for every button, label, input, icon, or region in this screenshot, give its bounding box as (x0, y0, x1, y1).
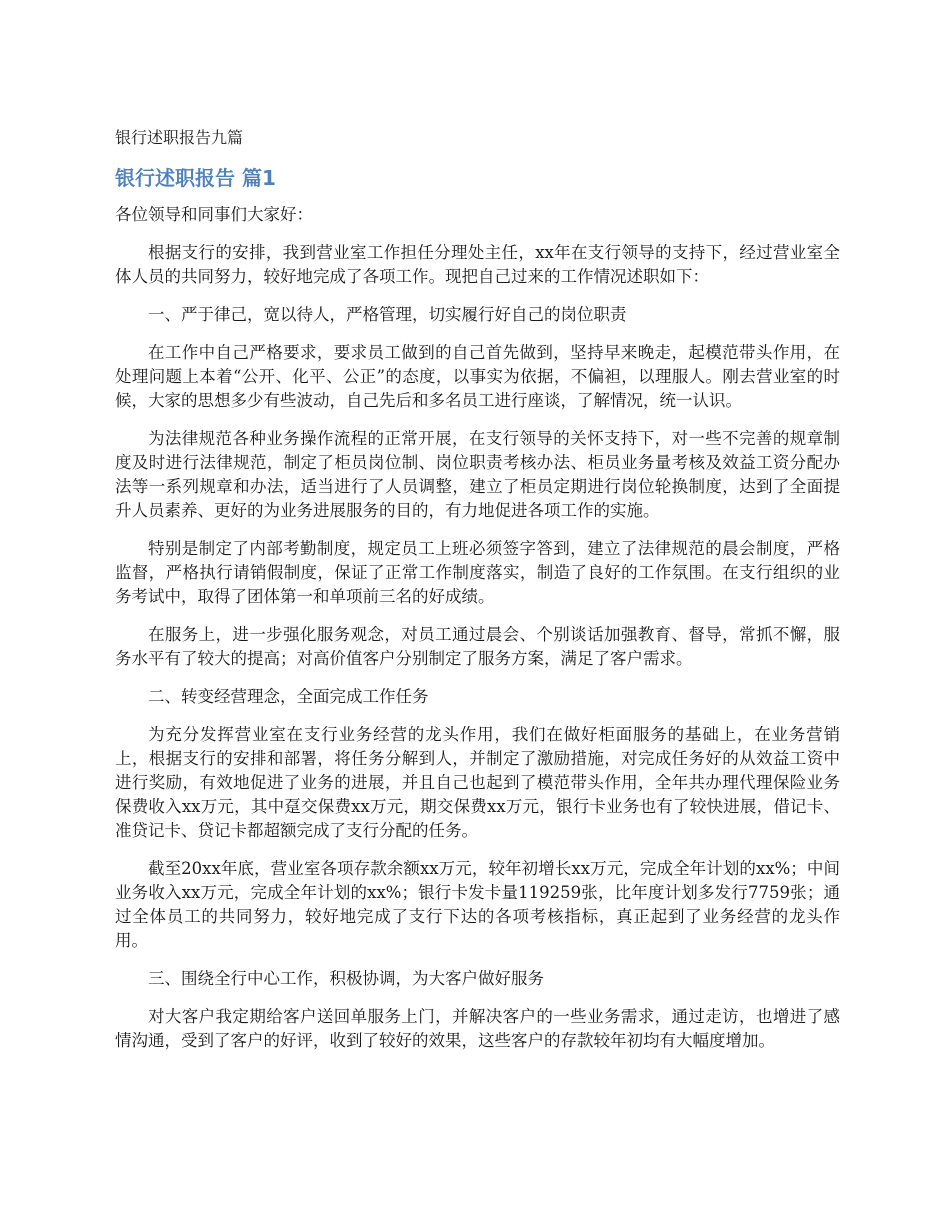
salutation: 各位领导和同事们大家好： (115, 205, 313, 224)
paragraph: 特别是制定了内部考勤制度，规定员工上班必须签字答到，建立了法律规范的晨会制度，严格监督，严格执行请销假制度，保证了正常工作制度落实，制造了良好的工作氛围。在支行组织的业务考试中，取得了团体第一和单项前三名的好成绩。 (115, 539, 840, 606)
paragraph: 在工作中自己严格要求，要求员工做到的自己首先做到，坚持早来晚走，起模范带头作用，在处理问题上本着“公开、化平、公正”的态度，以事实为依据，不偏袒，以理服人。刚去营业室的时候，大家的思想多少有些波动，自己先后和多名员工进行座谈，了解情况，统一认识。 (115, 343, 840, 410)
paragraph: 在服务上，进一步强化服务观念，对员工通过晨会、个别谈话加强教育、督导，常抓不懈，服务水平有了较大的提高；对高价值客户分别制定了服务方案，满足了客户需求。 (115, 625, 840, 668)
paragraph: 截至20xx年底，营业室各项存款余额xx万元，较年初增长xx万元，完成全年计划的xx%；中间业务收入xx万元，完成全年计划的xx%；银行卡发卡量119259张，比年度计划多发行7759张；通过全体员工的共同努力，较好地完成了支行下达的各项考核指标，真正起到了业务经营的龙头作用。 (115, 859, 840, 950)
document-body (115, 203, 840, 1067)
paragraph: 为充分发挥营业室在支行业务经营的龙头作用，我们在做好柜面服务的基础上，在业务营销上，根据支行的安排和部署，将任务分解到人，并制定了激励措施，对完成任务好的从效益工资中进行奖励，有效地促进了业务的进展，并且自己也起到了模范带头作用，全年共办理代理保险业务保费收入xx万元，其中趸交保费xx万元，期交保费xx万元，银行卡业务也有了较快进展，借记卡、准贷记卡、贷记卡都超额完成了支行分配的任务。 (115, 725, 840, 840)
document-page (115, 0, 840, 1230)
paragraph: 为法律规范各种业务操作流程的正常开展，在支行领导的关怀支持下，对一些不完善的规章制度及时进行法律规范，制定了柜员岗位制、岗位职责考核办法、柜员业务量考核及效益工资分配办法等一系列规章和办法，适当进行了人员调整，建立了柜员定期进行岗位轮换制度，达到了全面提升人员素养、更好的为业务进展服务的目的，有力地促进各项工作的实施。 (115, 429, 840, 520)
section-heading: 银行述职报告 篇1 (115, 166, 276, 190)
subheading-1: 一、严于律己，宽以待人，严格管理，切实履行好自己的岗位职责 (148, 305, 627, 324)
subheading-3: 三、围绕全行中心工作，积极协调，为大客户做好服务 (148, 969, 544, 988)
paragraph: 对大客户我定期给客户送回单服务上门，并解决客户的一些业务需求，通过走访，也增进了感情沟通，受到了客户的好评，收到了较好的效果，这些客户的存款较年初均有大幅度增加。 (115, 1007, 840, 1050)
subheading-2: 二、转变经营理念，全面完成工作任务 (148, 687, 429, 706)
document-title: 银行述职报告九篇 (115, 128, 244, 147)
paragraph-intro: 根据支行的安排，我到营业室工作担任分理处主任，xx年在支行领导的支持下，经过营业室全体人员的共同努力，较好地完成了各项工作。现把自己过来的工作情况述职如下： (115, 243, 840, 286)
